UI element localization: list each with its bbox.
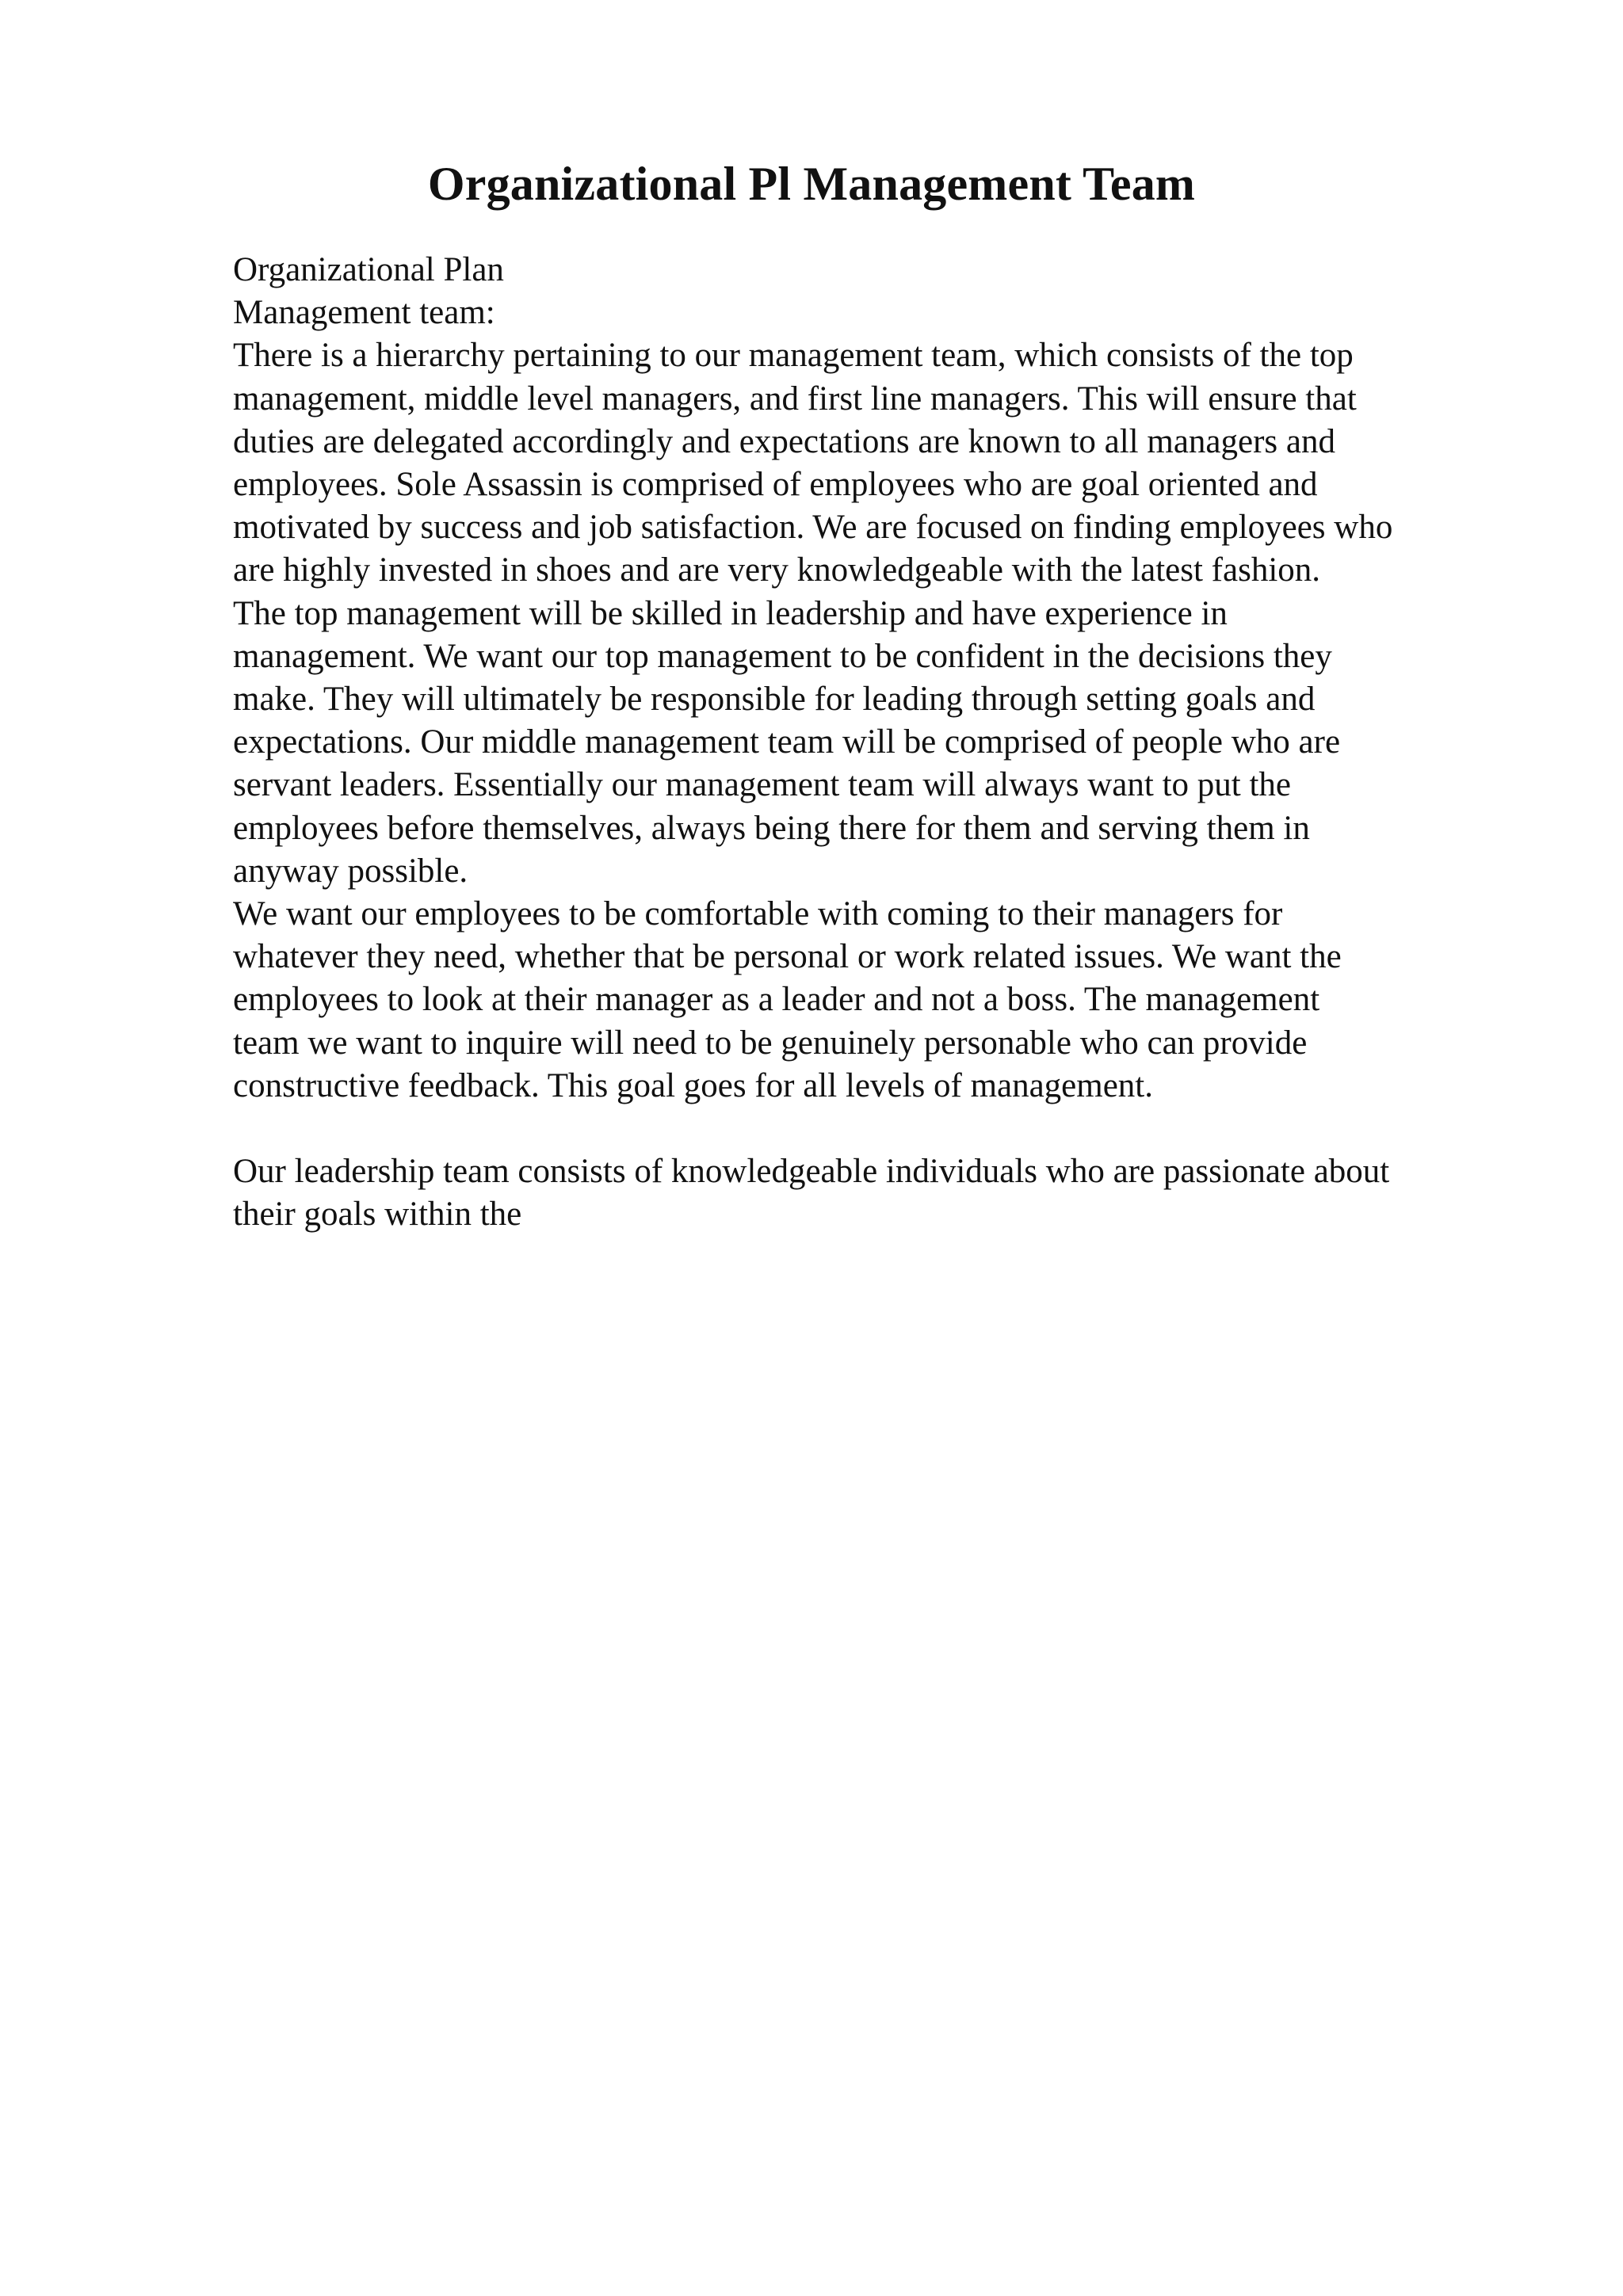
text-line: duties are delegated accordingly and expectations are known to all managers and: [233, 422, 1335, 460]
text-line: whatever they need, whether that be personal or work related issues. We want the: [233, 938, 1342, 976]
text-line: management, middle level managers, and first line managers. This will ensure that: [233, 379, 1357, 418]
paragraph-leadership: [233, 1150, 1517, 1236]
text-line: anyway possible.: [233, 852, 468, 890]
paragraph-hierarchy: [233, 334, 1517, 592]
text-line: expectations. Our middle management team will be comprised of people who are: [233, 723, 1341, 761]
subheading-line: Management team:: [233, 294, 495, 332]
paragraph-spacer: [233, 1108, 1517, 1150]
text-line: their goals within the: [233, 1196, 522, 1234]
paragraph-employees: [233, 893, 1517, 1108]
text-line: servant leaders. Essentially our management team will always want to put the: [233, 766, 1291, 804]
text-line: employees before themselves, always being there for them and serving them in: [233, 809, 1310, 847]
text-line: Our leadership team consists of knowledgeable individuals who are passionate about: [233, 1153, 1390, 1191]
heading-line: Organizational Plan: [233, 251, 504, 288]
text-line: motivated by success and job satisfaction. We are focused on finding employees who: [233, 509, 1393, 547]
text-line: team we want to inquire will need to be genuinely personable who can provide: [233, 1024, 1308, 1062]
text-line: employees to look at their manager as a leader and not a boss. The management: [233, 981, 1320, 1019]
text-line: are highly invested in shoes and are very knowledgeable with the latest fashion.: [233, 551, 1321, 589]
text-line: make. They will ultimately be responsible for leading through setting goals and: [233, 681, 1316, 719]
text-line: employees. Sole Assassin is comprised of employees who are goal oriented and: [233, 466, 1318, 504]
text-line: We want our employees to be comfortable with coming to their managers for: [233, 895, 1283, 933]
text-line: management. We want our top management to be confident in the decisions they: [233, 637, 1332, 675]
document-title: Organizational Pl Management Team: [427, 158, 1196, 210]
text-line: There is a hierarchy pertaining to our management team, which consists of the top: [233, 337, 1354, 375]
text-line: constructive feedback. This goal goes for all levels of management.: [233, 1066, 1153, 1104]
document-body: [233, 249, 1517, 1237]
paragraph-top-management: [233, 593, 1517, 893]
text-line: The top management will be skilled in leadership and have experience in: [233, 594, 1228, 632]
